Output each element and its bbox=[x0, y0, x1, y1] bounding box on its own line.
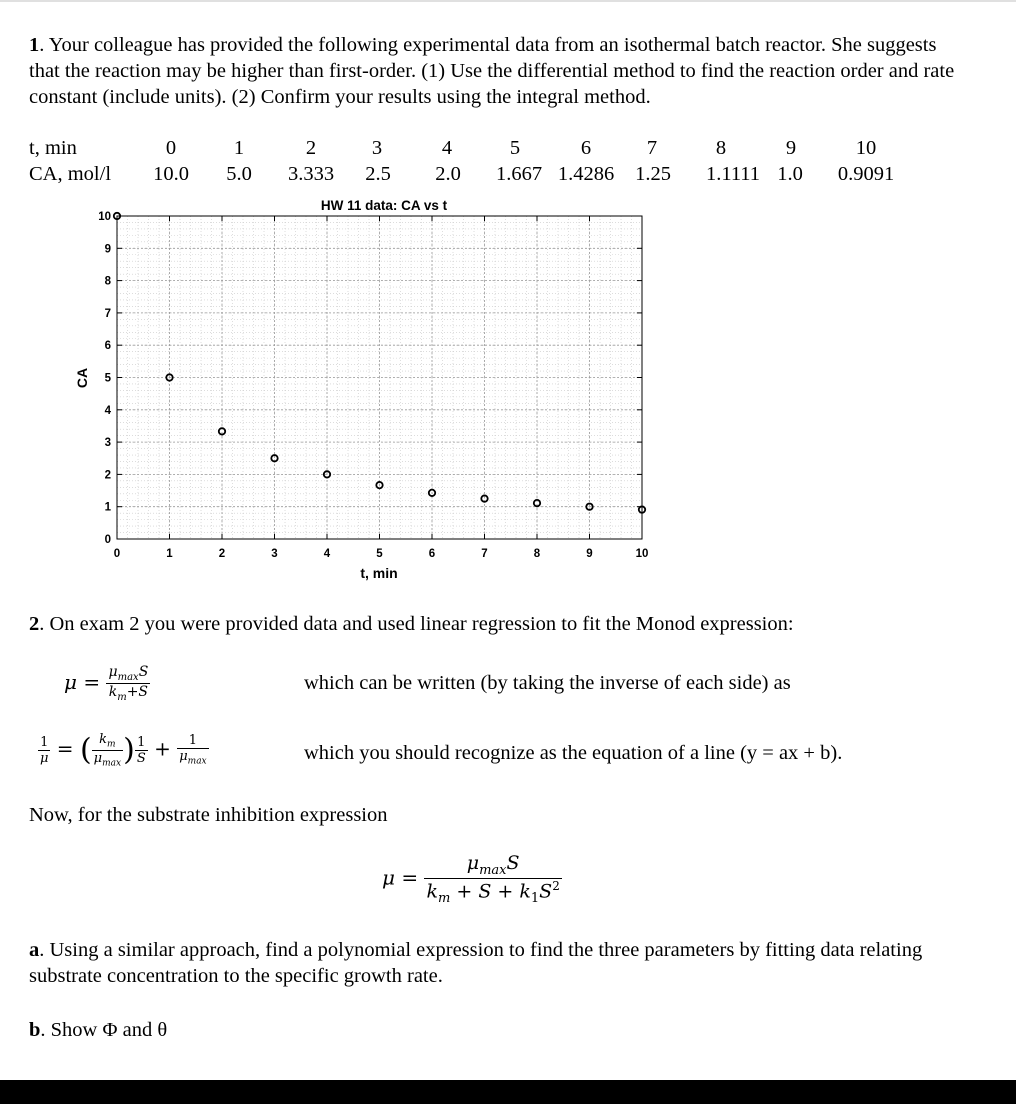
ca-cell: 0.9091 bbox=[837, 163, 895, 185]
part-a bbox=[29, 937, 979, 989]
x-tick-label: 8 bbox=[533, 548, 541, 560]
y-tick-label: 5 bbox=[104, 372, 111, 385]
t-cell: 9 bbox=[785, 137, 797, 159]
y-tick-label: 6 bbox=[104, 340, 111, 353]
y-tick-label: 2 bbox=[104, 469, 111, 482]
chart-tick-labels bbox=[98, 211, 648, 560]
ca-cell: 1.1111 bbox=[705, 163, 761, 185]
substrate-inhibition-equation: μ = $\frac{\mu_{max}S}{k_m + S + k_1S^2}$ bbox=[382, 852, 560, 906]
x-tick-label: 6 bbox=[428, 548, 436, 560]
question-2-intro bbox=[29, 611, 989, 637]
ca-cell: 1.0 bbox=[777, 163, 803, 185]
question-2-intro-text: . On exam 2 you were provided data and used linear regression to fit the Monod expression: bbox=[39, 613, 794, 635]
ca-label: CA, mol/l bbox=[29, 163, 112, 185]
t-cell: 6 bbox=[580, 137, 592, 159]
x-tick-label: 2 bbox=[218, 548, 226, 560]
ca-cell: 10.0 bbox=[153, 163, 189, 185]
t-cell: 5 bbox=[509, 137, 521, 159]
chart-grid bbox=[117, 216, 642, 539]
ca-cell: 1.667 bbox=[495, 163, 543, 185]
y-tick-label: 10 bbox=[98, 211, 111, 223]
x-tick-label: 9 bbox=[586, 548, 593, 560]
substrate-inhibition-intro: Now, for the substrate inhibition expression bbox=[29, 804, 388, 826]
part-a-letter: a bbox=[29, 939, 40, 961]
monod-equation: μ = $\frac{\mu_{max}S}{k_m+S}$ bbox=[64, 664, 149, 703]
x-tick-label: 1 bbox=[166, 548, 173, 560]
t-cell: 7 bbox=[646, 137, 658, 159]
ca-vs-t-chart bbox=[70, 192, 670, 587]
part-a-text: . Using a similar approach, find a polynomial expression to find the three parameters by fitting data relating substrate concentration to the specific growth rate. bbox=[29, 939, 923, 987]
part-b-text: . Show Φ and θ bbox=[40, 1019, 168, 1041]
question-1-number: 1 bbox=[29, 34, 40, 56]
y-tick-label: 8 bbox=[104, 275, 111, 288]
y-tick-label: 4 bbox=[104, 404, 111, 417]
ca-cell: 3.333 bbox=[287, 163, 335, 185]
chart-y-label: CA bbox=[74, 367, 90, 389]
y-tick-label: 1 bbox=[104, 501, 111, 514]
y-tick-label: 3 bbox=[104, 437, 111, 450]
x-tick-label: 5 bbox=[376, 548, 383, 560]
t-label: t, min bbox=[29, 137, 77, 159]
question-1-text: . Your colleague has provided the following experimental data from an isothermal batch reactor. She suggests that the reaction may be higher than first-order. (1) Use the differential method to find the reaction order and rate constant (include units). (2) Confirm your results using the integral method. bbox=[29, 34, 955, 108]
x-tick-label: 0 bbox=[113, 548, 121, 560]
y-tick-label: 9 bbox=[104, 243, 111, 256]
t-cell: 3 bbox=[371, 137, 383, 159]
t-cell: 10 bbox=[855, 137, 877, 159]
inverse-monod-equation: $\frac{1}{\mu}$ = ( $\frac{k_m}{\mu_{max}}$ ) $\frac{1}{S}$ + $\frac{1}{\mu_{max}}$ bbox=[40, 732, 207, 769]
eq1-note: which can be written (by taking the inverse of each side) as bbox=[304, 672, 791, 694]
x-tick-label: 10 bbox=[635, 548, 649, 560]
part-b-letter: b bbox=[29, 1019, 41, 1041]
y-tick-label: 0 bbox=[104, 534, 111, 546]
y-tick-label: 7 bbox=[104, 307, 111, 320]
table-row-ca bbox=[29, 163, 929, 189]
ca-cell: 2.0 bbox=[435, 163, 461, 185]
ca-cell: 5.0 bbox=[226, 163, 252, 185]
x-tick-label: 7 bbox=[481, 548, 488, 560]
t-cell: 8 bbox=[715, 137, 727, 159]
t-cell: 1 bbox=[233, 137, 245, 159]
t-cell: 2 bbox=[305, 137, 317, 159]
x-tick-label: 4 bbox=[323, 548, 331, 560]
part-b bbox=[29, 1017, 167, 1043]
t-cell: 4 bbox=[441, 137, 453, 159]
bottom-bar bbox=[0, 1080, 1016, 1104]
ca-cell: 1.4286 bbox=[557, 163, 615, 185]
ca-cell: 2.5 bbox=[365, 163, 391, 185]
ca-cell: 1.25 bbox=[635, 163, 671, 185]
question-2-number: 2 bbox=[29, 613, 40, 635]
chart-title: HW 11 data: CA vs t bbox=[320, 198, 448, 213]
t-cell: 0 bbox=[165, 137, 177, 159]
chart-x-label: t, min bbox=[360, 565, 398, 581]
question-1 bbox=[29, 32, 969, 110]
x-tick-label: 3 bbox=[271, 548, 278, 560]
eq2-note: which you should recognize as the equation of a line (y = ax + b). bbox=[304, 742, 843, 764]
table-row-t bbox=[29, 137, 929, 163]
top-border bbox=[0, 0, 1016, 2]
